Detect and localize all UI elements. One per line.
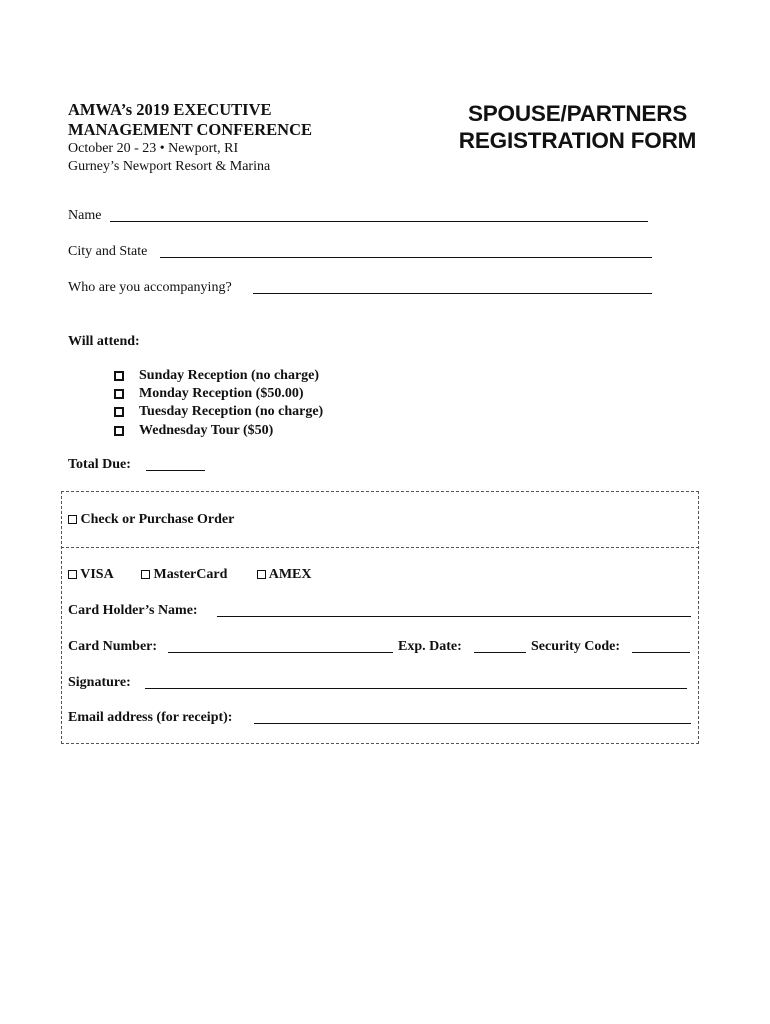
checkbox-monday[interactable] bbox=[114, 389, 124, 399]
name-field[interactable] bbox=[110, 221, 648, 222]
accompanying-field[interactable] bbox=[253, 293, 652, 294]
city-state-field[interactable] bbox=[160, 257, 652, 258]
checkbox-tuesday[interactable] bbox=[114, 407, 124, 417]
signature-label: Signature: bbox=[68, 675, 131, 690]
security-code-field[interactable] bbox=[632, 652, 690, 653]
card-holder-field[interactable] bbox=[217, 616, 691, 617]
security-code-label: Security Code: bbox=[531, 639, 621, 654]
card-number-label: Card Number: bbox=[68, 639, 158, 654]
amex-label: AMEX bbox=[268, 567, 312, 582]
option-label: Sunday Reception (no charge) bbox=[139, 368, 320, 383]
org-name-line1: AMWA’s 2019 EXECUTIVE bbox=[68, 100, 272, 119]
org-name-line2: MANAGEMENT CONFERENCE bbox=[68, 120, 312, 139]
form-title-line1: SPOUSE/PARTNERS bbox=[467, 101, 688, 126]
card-visa-option[interactable] bbox=[68, 566, 114, 584]
name-label: Name bbox=[68, 208, 102, 223]
visa-label: VISA bbox=[80, 567, 114, 582]
payment-box-divider bbox=[61, 547, 699, 548]
checkbox-sunday[interactable] bbox=[114, 371, 124, 381]
card-number-field[interactable] bbox=[168, 652, 393, 653]
checkbox-visa[interactable] bbox=[68, 570, 77, 579]
form-title bbox=[440, 100, 715, 154]
form-title-line2: REGISTRATION FORM bbox=[458, 128, 697, 153]
check-po-label: Check or Purchase Order bbox=[80, 512, 235, 527]
checkbox-mastercard[interactable] bbox=[141, 570, 150, 579]
will-attend-heading: Will attend: bbox=[68, 334, 140, 349]
total-due-label: Total Due: bbox=[68, 457, 131, 472]
conference-header bbox=[68, 100, 368, 176]
event-dates-location: October 20 - 23 • Newport, RI bbox=[68, 141, 239, 156]
option-label: Wednesday Tour ($50) bbox=[139, 423, 274, 438]
option-label: Tuesday Reception (no charge) bbox=[139, 404, 324, 419]
checkbox-check-po[interactable] bbox=[68, 515, 77, 524]
email-label: Email address (for receipt): bbox=[68, 710, 233, 725]
city-state-label: City and State bbox=[68, 244, 148, 259]
exp-date-label: Exp. Date: bbox=[398, 639, 462, 654]
checkbox-amex[interactable] bbox=[257, 570, 266, 579]
card-amex-option[interactable] bbox=[257, 566, 312, 584]
total-due-field[interactable] bbox=[146, 470, 205, 471]
option-label: Monday Reception ($50.00) bbox=[139, 386, 304, 401]
email-field[interactable] bbox=[254, 723, 691, 724]
event-venue: Gurney’s Newport Resort & Marina bbox=[68, 159, 271, 174]
exp-date-field[interactable] bbox=[474, 652, 526, 653]
card-mastercard-option[interactable] bbox=[141, 566, 227, 584]
mastercard-label: MasterCard bbox=[153, 567, 228, 582]
card-holder-label: Card Holder’s Name: bbox=[68, 603, 198, 618]
checkbox-wednesday[interactable] bbox=[114, 426, 124, 436]
accompanying-label: Who are you accompanying? bbox=[68, 280, 232, 295]
check-po-option[interactable] bbox=[68, 511, 234, 529]
signature-field[interactable] bbox=[145, 688, 687, 689]
